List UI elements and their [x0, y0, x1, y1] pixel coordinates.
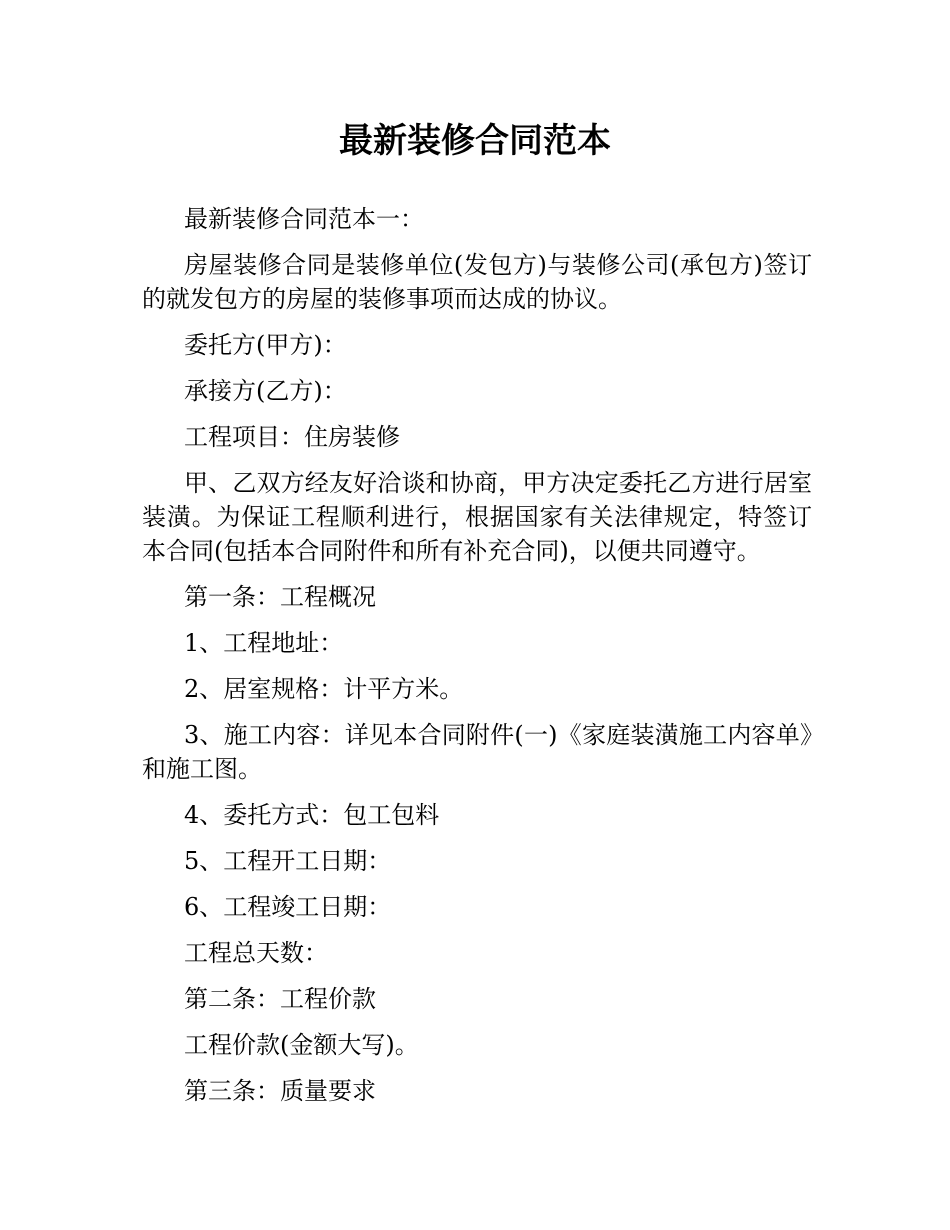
paragraph: 5、工程开工日期：	[184, 847, 392, 875]
paragraph: 最新装修合同范本一：	[184, 205, 424, 233]
paragraph: 2、居室规格：计平方米。	[184, 675, 464, 703]
paragraph: 6、工程竣工日期：	[184, 893, 392, 921]
paragraph: 房屋装修合同是装修单位(发包方)与装修公司(承包方)签订的就发包方的房屋的装修事项而达成的协议。	[142, 251, 812, 313]
paragraph: 工程项目：住房装修	[184, 423, 400, 451]
paragraph: 第二条：工程价款	[184, 985, 376, 1013]
paragraph: 工程价款(金额大写)。	[184, 1031, 419, 1059]
paragraph: 3、施工内容：详见本合同附件(一)《家庭装潢施工内容单》和施工图。	[142, 721, 812, 783]
paragraph: 承接方(乙方)：	[184, 377, 347, 405]
paragraph: 1、工程地址：	[184, 629, 344, 657]
paragraph: 第一条：工程概况	[184, 583, 376, 611]
paragraph: 甲、乙双方经友好洽谈和协商，甲方决定委托乙方进行居室装潢。为保证工程顺利进行，根据国家有关法律规定，特签订本合同(包括本合同附件和所有补充合同)，以便共同遵守。	[142, 469, 812, 565]
paragraph: 委托方(甲方)：	[184, 331, 347, 359]
paragraph: 4、委托方式：包工包料	[184, 801, 440, 829]
document-title: 最新装修合同范本	[339, 121, 611, 161]
paragraph: 第三条：质量要求	[184, 1077, 376, 1105]
paragraph: 工程总天数：	[184, 939, 328, 967]
document-body	[142, 202, 812, 1120]
